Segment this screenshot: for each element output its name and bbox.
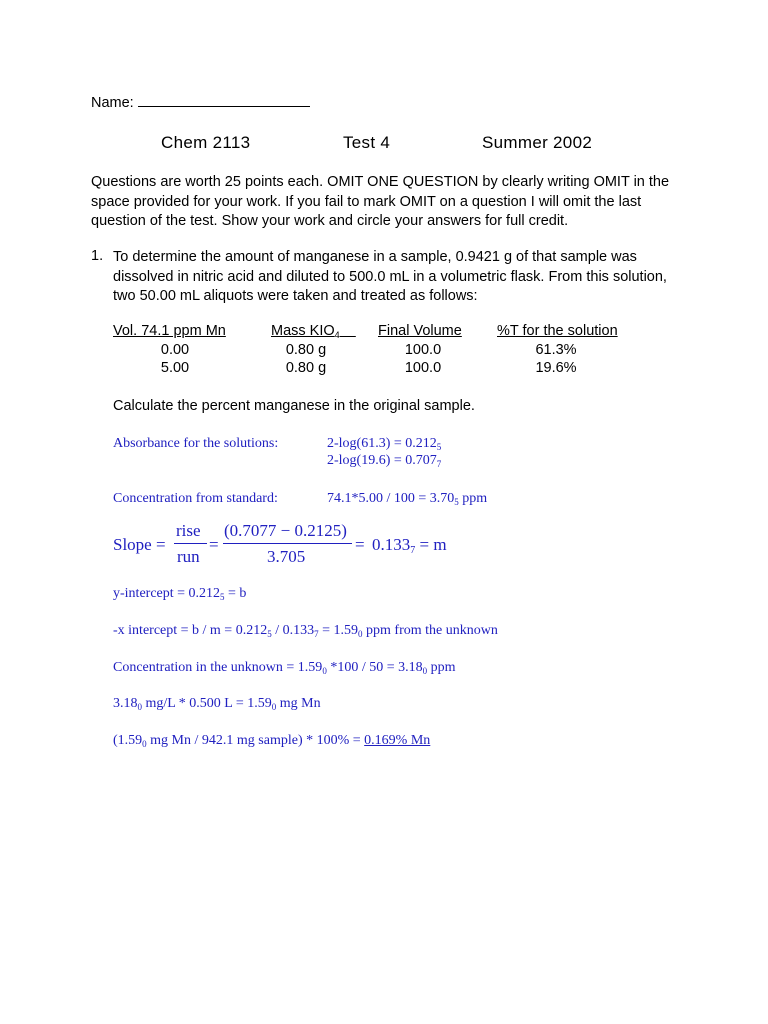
absorbance-2-text: 2-log(19.6) = 0.707 bbox=[327, 453, 437, 468]
x-intercept-c: = 1.59 bbox=[318, 623, 359, 638]
conc-unit: ppm bbox=[458, 491, 488, 506]
question-text bbox=[113, 248, 679, 307]
conc-value bbox=[327, 491, 487, 507]
table-header-final: Final Volume bbox=[378, 323, 462, 339]
x-intercept-sub-1: 5 bbox=[267, 629, 272, 639]
mass-mn-sub-1: 0 bbox=[137, 702, 142, 712]
table-cell: 100.0 bbox=[404, 360, 442, 376]
slope-eq-1: = bbox=[209, 535, 219, 554]
absorbance-1 bbox=[327, 436, 441, 452]
table-header-mass-sub: 4 bbox=[334, 330, 340, 340]
percent-mn-b: mg Mn / 942.1 mg sample) * 100% = bbox=[146, 733, 365, 748]
course-title: Chem 2113 bbox=[161, 133, 251, 152]
slope-value: 0.133 bbox=[372, 535, 411, 554]
x-intercept-d: ppm from the unknown bbox=[362, 623, 498, 638]
slope-frac-line-2 bbox=[223, 543, 352, 544]
x-intercept-sub-2: 7 bbox=[314, 629, 319, 639]
question-line-1: To determine the amount of manganese in a sample, 0.9421 g of that sample was bbox=[113, 249, 637, 265]
mass-mn-c: mg Mn bbox=[276, 696, 321, 711]
slope-label: Slope = bbox=[113, 535, 166, 554]
x-intercept-b: / 0.133 bbox=[271, 623, 315, 638]
conc-unknown-a: Concentration in the unknown = 1.59 bbox=[113, 660, 323, 675]
mass-mn bbox=[113, 696, 321, 712]
slope-rise: rise bbox=[176, 521, 201, 540]
conc-unknown-b: *100 / 50 = 3.18 bbox=[326, 660, 423, 675]
conc-value-sub: 5 bbox=[454, 497, 459, 507]
slope-eq-2: = bbox=[355, 535, 365, 554]
name-line bbox=[91, 93, 310, 111]
conc-value-text: 74.1*5.00 / 100 = 3.70 bbox=[327, 491, 455, 506]
conc-label: Concentration from standard: bbox=[113, 491, 278, 506]
percent-mn bbox=[113, 733, 430, 749]
instructions-line-3: question of the test. Show your work and circle your answers for full credit. bbox=[91, 213, 569, 229]
question-prompt: Calculate the percent manganese in the original sample. bbox=[113, 398, 475, 414]
table-cell: 0.00 bbox=[160, 342, 190, 358]
table-cell: 19.6% bbox=[535, 360, 577, 376]
instructions bbox=[91, 173, 679, 232]
name-blank bbox=[138, 93, 310, 107]
table-cell: 61.3% bbox=[535, 342, 577, 358]
conc-unknown-sub-1: 0 bbox=[322, 666, 327, 676]
conc-unknown bbox=[113, 660, 456, 676]
table-cell: 0.80 g bbox=[285, 342, 327, 358]
x-intercept-a: -x intercept = b / m = 0.212 bbox=[113, 623, 268, 638]
y-intercept-b: = b bbox=[224, 586, 247, 601]
y-intercept-text: y-intercept = 0.212 bbox=[113, 586, 221, 601]
slope-run: run bbox=[177, 547, 200, 566]
slope-frac-line-1 bbox=[174, 543, 207, 544]
y-intercept bbox=[113, 586, 246, 602]
absorbance-2-sub: 7 bbox=[436, 459, 442, 469]
table-header-pct: %T for the solution bbox=[497, 323, 618, 339]
percent-mn-a: (1.59 bbox=[113, 733, 143, 748]
term-title: Summer 2002 bbox=[482, 133, 593, 152]
name-label: Name: bbox=[91, 95, 134, 111]
mass-mn-sub-2: 0 bbox=[271, 702, 277, 712]
table-header-vol: Vol. 74.1 ppm Mn bbox=[113, 323, 226, 339]
question-line-3: two 50.00 mL aliquots were taken and treated as follows: bbox=[113, 288, 478, 304]
conc-unknown-c: ppm bbox=[427, 660, 456, 675]
table-cell: 5.00 bbox=[160, 360, 190, 376]
slope-denominator: 3.705 bbox=[267, 547, 306, 566]
y-intercept-sub: 5 bbox=[220, 592, 225, 602]
final-answer: 0.169% Mn bbox=[364, 733, 431, 748]
absorbance-2 bbox=[327, 453, 441, 469]
slope-numerator: (0.7077 − 0.2125) bbox=[224, 521, 347, 540]
table-header-mass-text: Mass KIO bbox=[271, 323, 335, 339]
question-line-2: dissolved in nitric acid and diluted to 500.0 mL in a volumetric flask. From this solution, bbox=[113, 268, 667, 285]
x-intercept bbox=[113, 623, 498, 639]
instructions-line-1: Questions are worth 25 points each. OMIT ONE QUESTION by clearly writing OMIT in the bbox=[91, 174, 670, 190]
absorbance-label: Absorbance for the solutions: bbox=[113, 436, 279, 451]
mass-mn-b: mg/L * 0.500 L = 1.59 bbox=[142, 696, 272, 711]
percent-mn-sub: 0 bbox=[142, 739, 147, 749]
table-cell: 0.80 g bbox=[285, 360, 327, 376]
slope-m: = m bbox=[415, 535, 447, 554]
instructions-line-2: space provided for your work. If you fail to mark OMIT on a question I will omit the last bbox=[91, 193, 642, 210]
absorbance-1-sub: 5 bbox=[436, 442, 442, 452]
absorbance-1-text: 2-log(61.3) = 0.212 bbox=[327, 436, 437, 451]
mass-mn-a: 3.18 bbox=[113, 696, 138, 711]
question-number: 1. bbox=[91, 248, 104, 264]
test-title: Test 4 bbox=[343, 133, 391, 152]
slope-value-sub: 7 bbox=[410, 545, 416, 556]
table-header-mass bbox=[271, 323, 356, 339]
slope-result bbox=[372, 535, 447, 555]
x-intercept-sub-3: 0 bbox=[358, 629, 363, 639]
conc-unknown-sub-2: 0 bbox=[422, 666, 428, 676]
table-cell: 100.0 bbox=[404, 342, 442, 358]
